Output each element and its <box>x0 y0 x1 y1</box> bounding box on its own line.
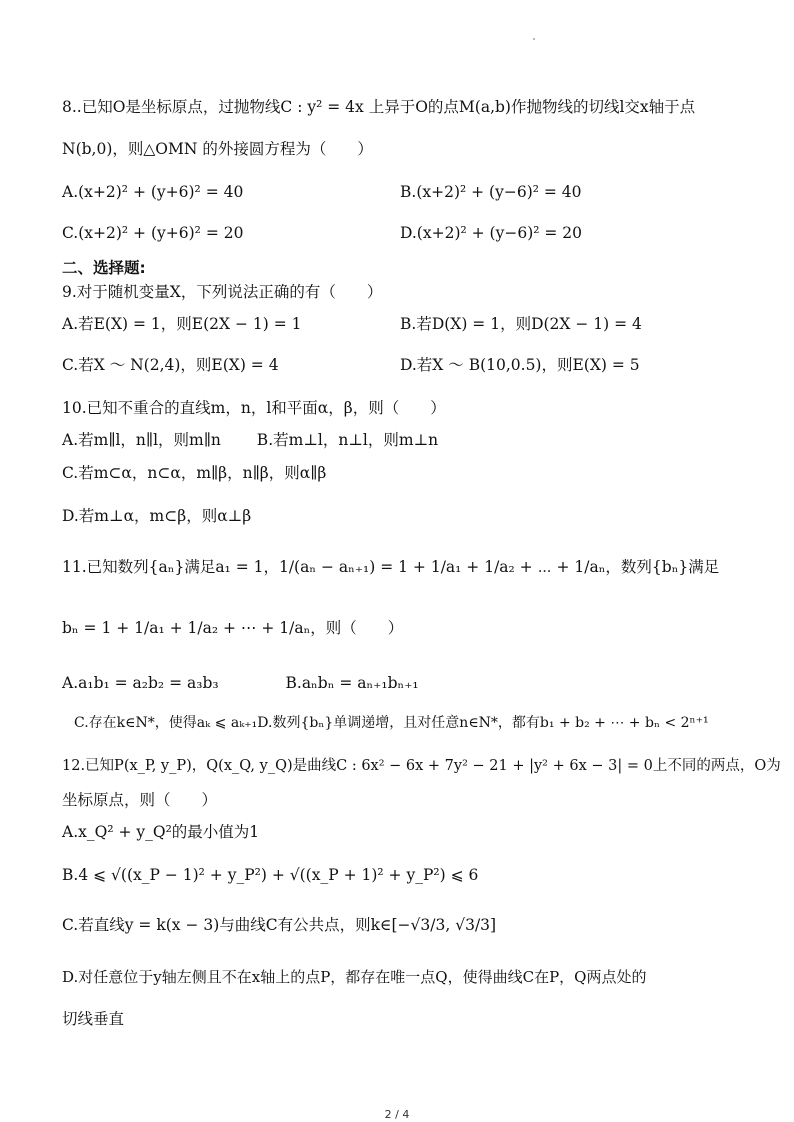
q11-options-cd: C.存在k∈N*，使得aₖ ⩽ aₖ₊₁D.数列{bₙ}单调递增，且对任意n∈N*，都有b₁ + b₂ + ⋯ + bₙ < 2ⁿ⁺¹ <box>74 715 709 731</box>
q12-option-b: B.4 ⩽ √((x_P − 1)² + y_P²) + √((x_P + 1)² + y_P²) ⩽ 6 <box>62 866 479 884</box>
q12-option-d-line2: 切线垂直 <box>62 1010 125 1028</box>
section-title: 二、选择题: <box>62 259 146 277</box>
q10-options-ab: A.若m∥l，n∥l，则m∥n B.若m⊥l，n⊥l，则m⊥n <box>62 431 439 449</box>
q8-option-a: A.(x+2)² + (y+6)² = 40 <box>62 183 244 201</box>
q8-option-c: C.(x+2)² + (y+6)² = 20 <box>62 224 244 242</box>
q12-stem-line2: 坐标原点，则（ ） <box>62 791 218 809</box>
q9-option-a: A.若E(X) = 1，则E(2X − 1) = 1 <box>62 315 302 333</box>
q9-option-c: C.若X ～ N(2,4)，则E(X) = 4 <box>62 356 279 374</box>
q12-stem-line1: 12.已知P(x_P, y_P)，Q(x_Q, y_Q)是曲线C : 6x² − 6x + 7y² − 21 + |y² + 6x − 3| = 0上不同的两点，O为 <box>62 758 781 774</box>
q10-option-d: D.若m⊥α，m⊂β，则α⊥β <box>62 507 252 525</box>
q8-option-d: D.(x+2)² + (y−6)² = 20 <box>400 224 583 242</box>
q11-stem-line1: 11.已知数列{aₙ}满足a₁ = 1，1/(aₙ − aₙ₊₁) = 1 + 1/a₁ + 1/a₂ + ⋯ + 1/aₙ，数列{bₙ}满足 <box>62 558 720 576</box>
q12-option-c: C.若直线y = k(x − 3)与曲线C有公共点，则k∈[−√3/3, √3/3] <box>62 916 497 934</box>
q9-stem: 9.对于随机变量X，下列说法正确的有（ ） <box>62 283 383 301</box>
q9-option-d: D.若X ～ B(10,0.5)，则E(X) = 5 <box>400 356 640 374</box>
q11-options-ab: A.a₁b₁ = a₂b₂ = a₃b₃ B.aₙbₙ = aₙ₊₁bₙ₊₁ <box>62 674 419 692</box>
q8-option-b: B.(x+2)² + (y−6)² = 40 <box>400 183 582 201</box>
q11-stem-line2: bₙ = 1 + 1/a₁ + 1/a₂ + ⋯ + 1/aₙ，则（ ） <box>62 619 404 637</box>
page-number: 2 / 4 <box>384 1108 410 1121</box>
q10-option-c: C.若m⊂α，n⊂α，m∥β，n∥β，则α∥β <box>62 464 327 482</box>
q10-stem: 10.已知不重合的直线m，n，l和平面α，β，则（ ） <box>62 399 446 417</box>
q8-stem-line1: 8..已知O是坐标原点，过抛物线C : y² = 4x 上异于O的点M(a,b)作抛物线的切线l交x轴于点 <box>62 98 696 116</box>
q12-option-a: A.x_Q² + y_Q²的最小值为1 <box>62 823 260 841</box>
q9-option-b: B.若D(X) = 1，则D(2X − 1) = 4 <box>400 315 642 333</box>
q8-stem-line2: N(b,0)，则△OMN 的外接圆方程为（ ） <box>62 140 373 158</box>
scan-dot <box>533 38 535 40</box>
q12-option-d-line1: D.对任意位于y轴左侧且不在x轴上的点P，都存在唯一点Q，使得曲线C在P，Q两点处的 <box>62 968 647 986</box>
